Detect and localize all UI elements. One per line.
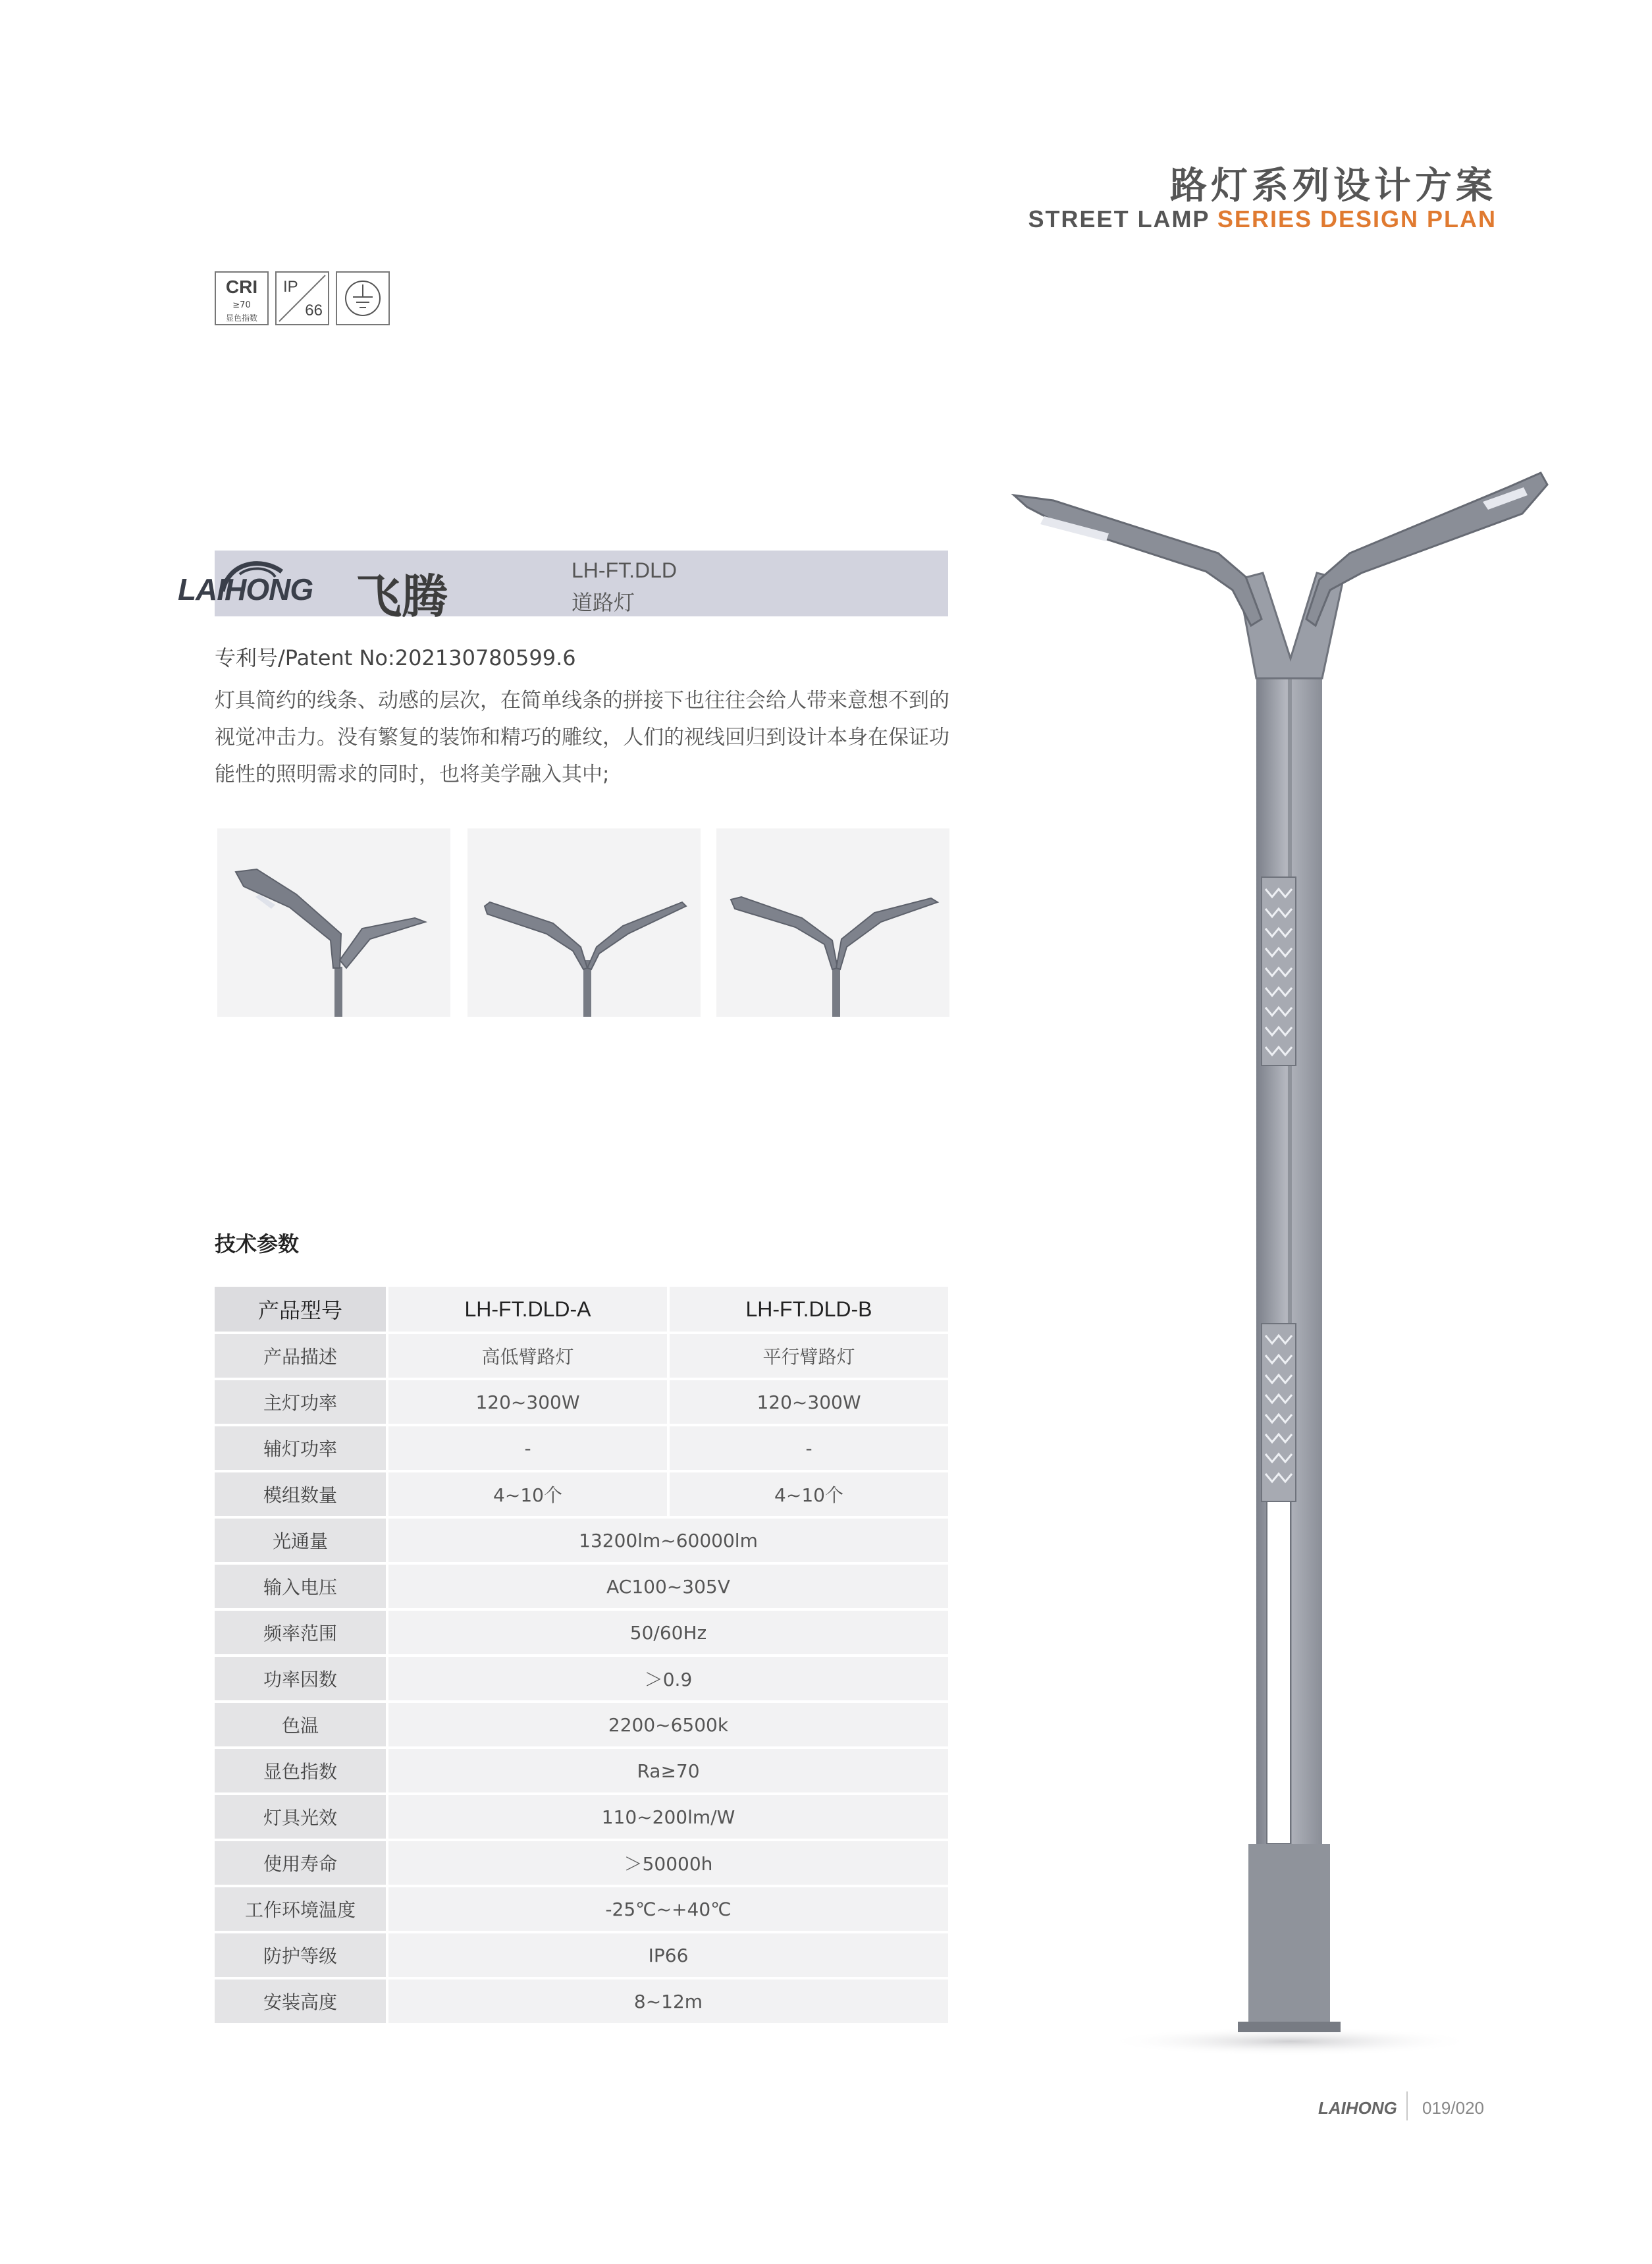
product-description: 灯具简约的线条、动感的层次，在简单线条的拼接下也往往会给人带来意想不到的视觉冲击力。没有繁复的装饰和精巧的雕纹，人们的视线回归到设计本身在保证功能性的照明需求的同时，也将美学融入其中; <box>215 689 949 786</box>
product-photo-2 <box>467 828 701 1017</box>
spec-value: Ra≥70 <box>388 1749 948 1792</box>
spec-row <box>215 1334 948 1378</box>
spec-label: 主灯功率 <box>215 1380 386 1424</box>
ip-badge-icon <box>275 271 329 325</box>
spec-value: IP66 <box>388 1933 948 1977</box>
product-name-cn: 飞腾 <box>356 570 448 624</box>
laihong-logo <box>176 554 328 614</box>
cri-caption: 显色指数 <box>225 313 257 323</box>
spec-label: 功率因数 <box>215 1657 386 1700</box>
spec-header-row <box>215 1287 948 1332</box>
spec-table <box>212 1284 951 2026</box>
cri-badge-icon <box>215 271 269 325</box>
ip-value: 66 <box>305 302 323 319</box>
spec-value: ＞50000h <box>388 1841 948 1885</box>
spec-value: ＞0.9 <box>388 1657 948 1700</box>
footer-logo: LAIHONG <box>1318 2098 1397 2118</box>
spec-row <box>215 1657 948 1700</box>
title-en-part2: SERIES DESIGN PLAN <box>1217 205 1497 232</box>
product-photo-3 <box>716 828 949 1017</box>
spec-value: 13200lm~60000lm <box>388 1519 948 1562</box>
spec-value-b: 4~10个 <box>670 1472 948 1516</box>
spec-label: 显色指数 <box>215 1749 386 1792</box>
spec-label: 光通量 <box>215 1519 386 1562</box>
spec-label: 灯具光效 <box>215 1795 386 1839</box>
page-number: 019/020 <box>1422 2098 1484 2118</box>
spec-value: AC100~305V <box>388 1565 948 1608</box>
cri-value: ≥70 <box>232 300 251 310</box>
spec-label: 产品描述 <box>215 1334 386 1378</box>
spec-row <box>215 1703 948 1746</box>
footer-divider <box>1406 2091 1408 2120</box>
spec-row <box>215 1472 948 1516</box>
spec-value: 2200~6500k <box>388 1703 948 1746</box>
spec-row <box>215 1380 948 1424</box>
title-en-part1: STREET LAMP <box>1028 205 1210 232</box>
pole-decor-panel-upper <box>1262 877 1296 1065</box>
spec-value-b: 120~300W <box>670 1380 948 1424</box>
certification-badges <box>215 271 390 325</box>
spec-label: 使用寿命 <box>215 1841 386 1885</box>
spec-label: 色温 <box>215 1703 386 1746</box>
spec-value-a: 高低臂路灯 <box>388 1334 667 1378</box>
spec-value: 110~200lm/W <box>388 1795 948 1839</box>
cri-label: CRI <box>225 277 258 297</box>
spec-row <box>215 1519 948 1562</box>
spec-label: 频率范围 <box>215 1611 386 1654</box>
spec-value-b: - <box>670 1426 948 1470</box>
ground-symbol-icon <box>336 271 390 325</box>
product-model: LH-FT.DLD <box>572 558 678 582</box>
ip-label: IP <box>283 278 298 296</box>
spec-row <box>215 1933 948 1977</box>
product-type: 道路灯 <box>572 590 635 615</box>
logo-text: LAIHONG <box>178 572 313 606</box>
spec-label: 安装高度 <box>215 1980 386 2023</box>
page-title-en <box>1028 205 1497 233</box>
spec-row <box>215 1611 948 1654</box>
spec-label: 模组数量 <box>215 1472 386 1516</box>
spec-row <box>215 1426 948 1470</box>
spec-row <box>215 1841 948 1885</box>
street-lamp-illustration <box>1001 461 1554 2061</box>
pole-decor-panel-lower <box>1262 1324 1296 1501</box>
spec-row <box>215 1795 948 1839</box>
product-photo-1 <box>217 828 450 1017</box>
spec-value-a: - <box>388 1426 667 1470</box>
spec-row <box>215 1565 948 1608</box>
spec-value: 8~12m <box>388 1980 948 2023</box>
spec-row <box>215 1749 948 1792</box>
patent-number: 专利号/Patent No:202130780599.6 <box>215 645 576 670</box>
tech-params-title: 技术参数 <box>215 1231 300 1256</box>
spec-value: 50/60Hz <box>388 1611 948 1654</box>
spec-label: 输入电压 <box>215 1565 386 1608</box>
spec-row <box>215 1887 948 1931</box>
spec-row <box>215 1980 948 2023</box>
spec-label: 产品型号 <box>215 1287 386 1332</box>
spec-label: 防护等级 <box>215 1933 386 1977</box>
spec-value-a: 120~300W <box>388 1380 667 1424</box>
page-title-cn: 路灯系列设计方案 <box>1170 165 1497 207</box>
spec-model-b: LH-FT.DLD-B <box>670 1287 948 1332</box>
spec-label: 工作环境温度 <box>215 1887 386 1931</box>
spec-value-a: 4~10个 <box>388 1472 667 1516</box>
spec-label: 辅灯功率 <box>215 1426 386 1470</box>
spec-value-b: 平行臂路灯 <box>670 1334 948 1378</box>
spec-value: -25℃~+40℃ <box>388 1887 948 1931</box>
spec-model-a: LH-FT.DLD-A <box>388 1287 667 1332</box>
